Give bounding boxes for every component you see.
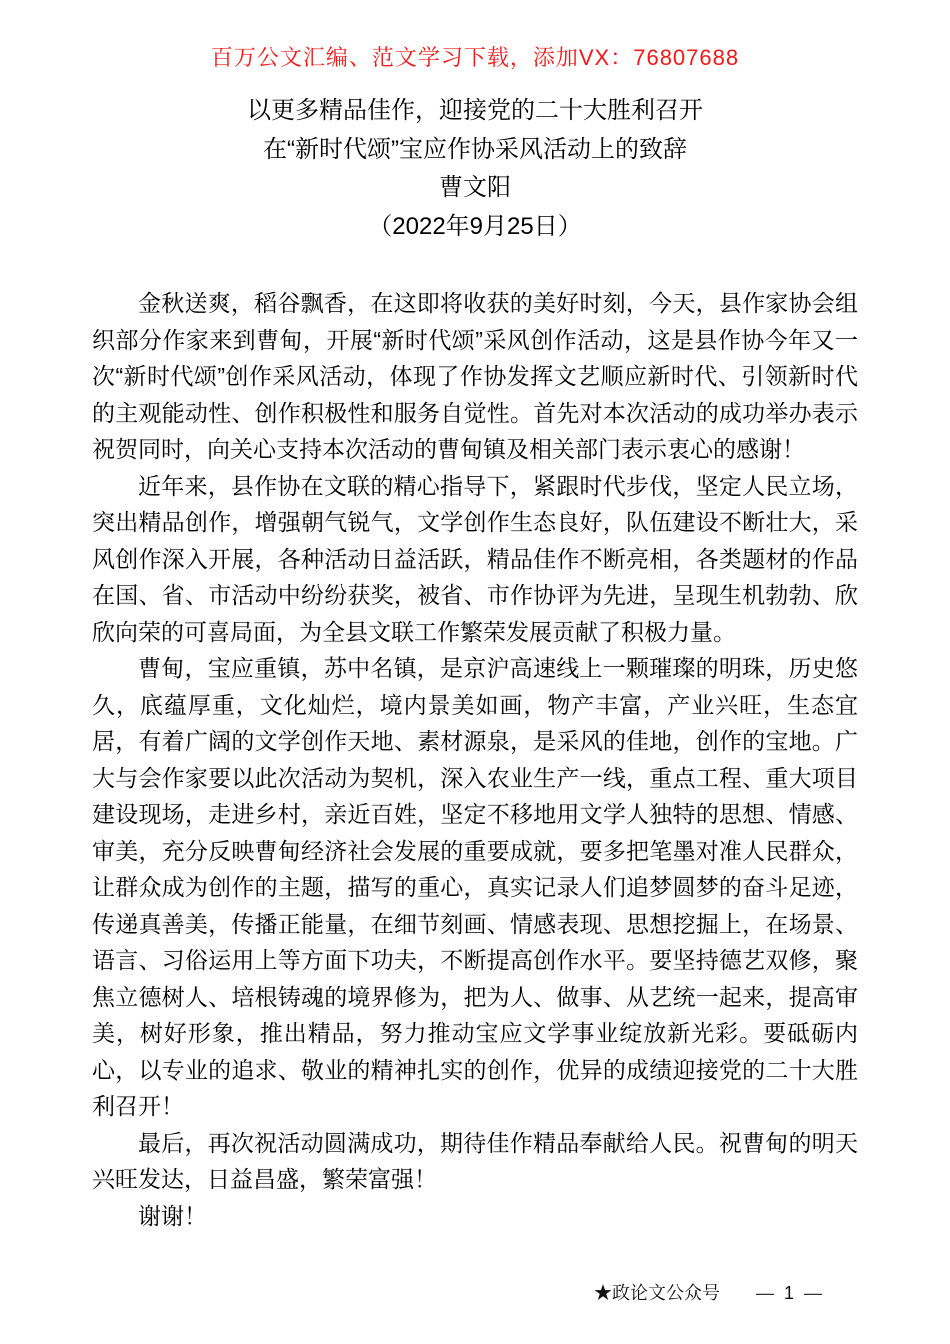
document-title-line2: 在“新时代颂”宝应作协采风活动上的致辞 xyxy=(263,135,687,163)
footer-dash-left: — xyxy=(755,1283,774,1303)
author-name: 曹文阳 xyxy=(439,174,511,201)
page-number: 1 xyxy=(783,1283,794,1303)
body-paragraph-1: 金秋送爽，稻谷飘香，在这即将收获的美好时刻，今天，县作家协会组织部分作家来到曹甸，开展“新时代颂”采风创作活动，这是县作协今年又一次“新时代颂”创作采风活动，体现了作协发挥文艺顺应新时代、引领新时代的主观能动性、创作积极性和服务自觉性。首先对本次活动的成功举办表示祝贺同时，向关心支持本次活动的曹甸镇及相关部门表示衷心的感谢！ xyxy=(92,290,858,462)
body-paragraph-3: 曹甸，宝应重镇，苏中名镇，是京沪高速线上一颗璀璨的明珠，历史悠久，底蕴厚重，文化灿烂，境内景美如画，物产丰富，产业兴旺，生态宜居，有着广阔的文学创作天地、素材源泉，是采风的佳地，创作的宝地。广大与会作家要以此次活动为契机，深入农业生产一线，重点工程、重大项目建设现场，走进乡村，亲近百姓，坚定不移地用文学人独特的思想、情感、审美，充分反映曹甸经济社会发展的重要成就，要多把笔墨对准人民群众，让群众成为创作的主题，描写的重心，真实记录人们追梦圆梦的奋斗足迹，传递真善美，传播正能量，在细节刻画、情感表现、思想挖掘上，在场景、语言、习俗运用上等方面下功夫，不断提高创作水平。要坚持德艺双修，聚焦立德树人、培根铸魂的境界修为，把为人、做事、从艺统一起来，提高审美，树好形象，推出精品，努力推动宝应文学事业绽放新光彩。要砥砺内心，以专业的追求、敬业的精神扎实的创作，优异的成绩迎接党的二十大胜利召开！ xyxy=(92,655,858,1119)
document-title-line1: 以更多精品佳作，迎接党的二十大胜利召开 xyxy=(247,97,703,124)
footer-dash-right: — xyxy=(804,1283,822,1303)
document-body xyxy=(92,285,858,1234)
title-block xyxy=(0,92,950,246)
document-date: （2022年9月25日） xyxy=(368,212,582,240)
promo-banner: 百万公文汇编、范文学习下载，添加VX：76807688 xyxy=(210,45,740,70)
footer-channel-label: ★政论文公众号 xyxy=(593,1283,720,1303)
body-paragraph-2: 近年来，县作协在文联的精心指导下，紧跟时代步伐，坚定人民立场，突出精品创作，增强朝气锐气，文学创作生态良好，队伍建设不断壮大，采风创作深入开展，各种活动日益活跃，精品佳作不断亮相，各类题材的作品在国、省、市活动中纷纷获奖，被省、市作协评为先进，呈现生机勃勃、欣欣向荣的可喜局面，为全县文联工作繁荣发展贡献了积极力量。 xyxy=(92,472,858,645)
body-paragraph-4: 最后，再次祝活动圆满成功，期待佳作精品奉献给人民。祝曹甸的明天兴旺发达，日益昌盛，繁荣富强！ xyxy=(92,1129,858,1192)
body-paragraph-closing: 谢谢！ xyxy=(138,1202,207,1229)
page-footer xyxy=(0,1281,950,1305)
